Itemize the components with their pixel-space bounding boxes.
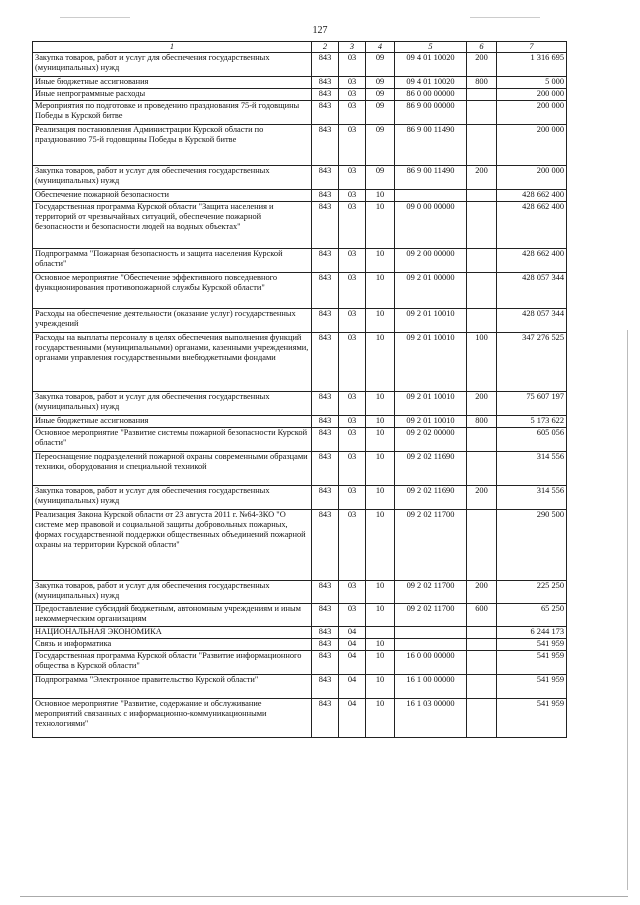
table-row (33, 52, 567, 76)
row-code-4-cell: 09 (366, 165, 395, 189)
row-code-2-cell: 843 (312, 124, 339, 165)
row-code-6-cell: 200 (467, 52, 497, 76)
row-code-5-cell: 86 9 00 11490 (395, 165, 467, 189)
row-code-3-cell: 03 (339, 124, 366, 165)
row-name-cell: Государственная программа Курской области "Защита населения и территорий от чрезвычайных ситуаций, обеспечение пожарной безопасности и безопасности людей на водных объектах" (33, 201, 312, 248)
row-code-5-cell: 86 9 00 11490 (395, 124, 467, 165)
row-sum-cell: 428 662 400 (497, 248, 567, 272)
row-name-cell: Подпрограмма "Электронное правительство Курской области" (33, 674, 312, 698)
row-code-4-cell: 10 (366, 509, 395, 580)
row-code-2-cell: 843 (312, 88, 339, 100)
row-code-3-cell: 03 (339, 272, 366, 308)
table-row (33, 76, 567, 88)
row-name-cell: Основное мероприятие "Обеспечение эффективного повседневного функционирования противопожарной службы Курской области" (33, 272, 312, 308)
row-code-2-cell: 843 (312, 626, 339, 638)
row-code-2-cell: 843 (312, 674, 339, 698)
row-code-2-cell: 843 (312, 52, 339, 76)
row-code-4-cell (366, 626, 395, 638)
budget-table (32, 41, 567, 738)
column-header: 3 (339, 42, 366, 53)
row-code-3-cell: 03 (339, 201, 366, 248)
row-sum-cell: 314 556 (497, 451, 567, 485)
row-code-2-cell: 843 (312, 165, 339, 189)
row-code-3-cell: 03 (339, 427, 366, 451)
row-code-2-cell: 843 (312, 248, 339, 272)
row-code-4-cell: 10 (366, 698, 395, 737)
row-code-3-cell: 03 (339, 100, 366, 124)
row-code-4-cell: 10 (366, 427, 395, 451)
row-name-cell: Иные бюджетные ассигнования (33, 76, 312, 88)
row-sum-cell: 541 959 (497, 674, 567, 698)
row-code-6-cell: 100 (467, 332, 497, 391)
row-code-2-cell: 843 (312, 391, 339, 415)
row-code-5-cell: 09 4 01 10020 (395, 76, 467, 88)
row-code-6-cell (467, 674, 497, 698)
row-code-6-cell (467, 201, 497, 248)
row-sum-cell: 5 000 (497, 76, 567, 88)
row-code-3-cell: 03 (339, 580, 366, 603)
row-name-cell: Переоснащение подразделений пожарной охраны современными образцами техники, оборудования и специальной техникой (33, 451, 312, 485)
row-code-3-cell: 03 (339, 88, 366, 100)
row-code-6-cell (467, 248, 497, 272)
row-code-4-cell: 10 (366, 189, 395, 201)
table-row (33, 308, 567, 332)
row-sum-cell: 200 000 (497, 124, 567, 165)
row-name-cell: Закупка товаров, работ и услуг для обеспечения государственных (муниципальных) нужд (33, 391, 312, 415)
row-code-5-cell: 09 2 02 11690 (395, 485, 467, 509)
row-sum-cell: 428 057 344 (497, 308, 567, 332)
row-code-4-cell: 09 (366, 88, 395, 100)
scan-noise (470, 17, 540, 18)
row-code-6-cell (467, 100, 497, 124)
row-name-cell: Реализация Закона Курской области от 23 августа 2011 г. №64-ЗКО "О системе мер правовой и социальной защиты добровольных пожарных, формах государственной поддержки общественных объединений пожарной охраны на территории Курской области" (33, 509, 312, 580)
row-name-cell: Основное мероприятие "Развитие, содержание и обслуживание мероприятий связанных с информационно-коммуникационными технологиями" (33, 698, 312, 737)
table-row (33, 451, 567, 485)
row-code-3-cell: 04 (339, 626, 366, 638)
row-code-2-cell: 843 (312, 100, 339, 124)
table-row (33, 603, 567, 626)
row-name-cell: Предоставление субсидий бюджетным, автономным учреждениям и иным некоммерческим организациям (33, 603, 312, 626)
row-code-6-cell (467, 698, 497, 737)
row-code-3-cell: 03 (339, 485, 366, 509)
row-code-3-cell: 03 (339, 332, 366, 391)
table-row (33, 626, 567, 638)
row-name-cell: Государственная программа Курской области "Развитие информационного общества в Курской области" (33, 650, 312, 674)
row-code-4-cell: 10 (366, 638, 395, 650)
column-header: 6 (467, 42, 497, 53)
row-code-5-cell: 09 2 02 11700 (395, 603, 467, 626)
row-code-5-cell: 09 2 02 11690 (395, 451, 467, 485)
row-code-6-cell (467, 124, 497, 165)
row-code-4-cell: 10 (366, 650, 395, 674)
row-code-3-cell: 03 (339, 76, 366, 88)
row-code-2-cell: 843 (312, 650, 339, 674)
row-code-6-cell (467, 638, 497, 650)
column-header: 2 (312, 42, 339, 53)
row-code-6-cell (467, 509, 497, 580)
table-row (33, 485, 567, 509)
row-code-4-cell: 10 (366, 248, 395, 272)
table-row (33, 332, 567, 391)
row-code-6-cell (467, 272, 497, 308)
row-sum-cell: 605 056 (497, 427, 567, 451)
row-sum-cell: 75 607 197 (497, 391, 567, 415)
row-code-4-cell: 09 (366, 76, 395, 88)
row-code-5-cell: 09 2 00 00000 (395, 248, 467, 272)
row-name-cell: Мероприятия по подготовке и проведению празднования 75-й годовщины Победы в Курской битве (33, 100, 312, 124)
row-sum-cell: 200 000 (497, 100, 567, 124)
row-code-5-cell: 09 2 02 11700 (395, 509, 467, 580)
table-row (33, 201, 567, 248)
row-code-5-cell: 09 2 02 00000 (395, 427, 467, 451)
row-name-cell: Реализация постановления Администрации Курской области по празднованию 75-й годовщины Победы в Курской битве (33, 124, 312, 165)
table-row (33, 165, 567, 189)
row-code-3-cell: 03 (339, 509, 366, 580)
row-code-2-cell: 843 (312, 76, 339, 88)
column-header: 7 (497, 42, 567, 53)
table-row (33, 391, 567, 415)
row-code-6-cell: 600 (467, 603, 497, 626)
row-name-cell: Закупка товаров, работ и услуг для обеспечения государственных (муниципальных) нужд (33, 485, 312, 509)
table-row (33, 427, 567, 451)
row-sum-cell: 200 000 (497, 165, 567, 189)
row-code-6-cell (467, 88, 497, 100)
row-sum-cell: 347 276 525 (497, 332, 567, 391)
row-sum-cell: 290 500 (497, 509, 567, 580)
row-code-3-cell: 03 (339, 189, 366, 201)
row-code-5-cell: 09 0 00 00000 (395, 201, 467, 248)
table-row (33, 638, 567, 650)
row-code-6-cell (467, 308, 497, 332)
row-sum-cell: 5 173 622 (497, 415, 567, 427)
row-code-3-cell: 03 (339, 603, 366, 626)
row-sum-cell: 65 250 (497, 603, 567, 626)
row-sum-cell: 541 959 (497, 650, 567, 674)
row-code-2-cell: 843 (312, 189, 339, 201)
row-code-2-cell: 843 (312, 415, 339, 427)
row-code-5-cell (395, 189, 467, 201)
table-row (33, 580, 567, 603)
row-code-3-cell: 04 (339, 698, 366, 737)
row-sum-cell: 6 244 173 (497, 626, 567, 638)
row-sum-cell: 428 662 400 (497, 189, 567, 201)
row-code-6-cell: 200 (467, 165, 497, 189)
row-code-2-cell: 843 (312, 201, 339, 248)
table-row (33, 248, 567, 272)
row-code-2-cell: 843 (312, 485, 339, 509)
row-code-4-cell: 10 (366, 415, 395, 427)
table-row (33, 124, 567, 165)
column-header: 1 (33, 42, 312, 53)
row-code-5-cell: 16 1 00 00000 (395, 674, 467, 698)
row-code-5-cell: 09 2 01 10010 (395, 391, 467, 415)
table-row (33, 272, 567, 308)
row-code-3-cell: 04 (339, 638, 366, 650)
row-code-5-cell: 16 1 03 00000 (395, 698, 467, 737)
row-code-5-cell: 86 0 00 00000 (395, 88, 467, 100)
row-code-6-cell (467, 189, 497, 201)
table-row (33, 415, 567, 427)
row-name-cell: Закупка товаров, работ и услуг для обеспечения государственных (муниципальных) нужд (33, 580, 312, 603)
row-code-2-cell: 843 (312, 580, 339, 603)
row-code-4-cell: 10 (366, 332, 395, 391)
row-code-5-cell: 09 2 01 10010 (395, 308, 467, 332)
row-code-5-cell (395, 626, 467, 638)
scan-bottom-line (20, 896, 628, 897)
row-name-cell: Подпрограмма "Пожарная безопасность и защита населения Курской области" (33, 248, 312, 272)
row-code-6-cell: 800 (467, 415, 497, 427)
table-row (33, 100, 567, 124)
row-sum-cell: 428 057 344 (497, 272, 567, 308)
row-code-6-cell (467, 451, 497, 485)
row-name-cell: НАЦИОНАЛЬНАЯ ЭКОНОМИКА (33, 626, 312, 638)
row-code-3-cell: 03 (339, 52, 366, 76)
row-sum-cell: 200 000 (497, 88, 567, 100)
row-code-2-cell: 843 (312, 698, 339, 737)
row-sum-cell: 314 556 (497, 485, 567, 509)
row-code-4-cell: 10 (366, 308, 395, 332)
column-header: 4 (366, 42, 395, 53)
row-code-6-cell (467, 427, 497, 451)
row-name-cell: Обеспечение пожарной безопасности (33, 189, 312, 201)
row-code-3-cell: 03 (339, 391, 366, 415)
row-sum-cell: 541 959 (497, 638, 567, 650)
row-code-2-cell: 843 (312, 509, 339, 580)
row-name-cell: Расходы на выплаты персоналу в целях обеспечения выполнения функций государственными (муниципальными) органами, казенными учреждениями, органами управления государственными внебюджетными фондами (33, 332, 312, 391)
row-code-4-cell: 10 (366, 272, 395, 308)
row-code-6-cell: 800 (467, 76, 497, 88)
row-code-4-cell: 09 (366, 100, 395, 124)
row-sum-cell: 541 959 (497, 698, 567, 737)
row-code-5-cell: 86 9 00 00000 (395, 100, 467, 124)
table-row (33, 650, 567, 674)
row-code-2-cell: 843 (312, 638, 339, 650)
row-code-6-cell (467, 626, 497, 638)
row-code-4-cell: 10 (366, 485, 395, 509)
table-row (33, 674, 567, 698)
row-code-2-cell: 843 (312, 427, 339, 451)
row-code-2-cell: 843 (312, 451, 339, 485)
row-code-3-cell: 04 (339, 650, 366, 674)
row-code-4-cell: 10 (366, 451, 395, 485)
row-code-4-cell: 10 (366, 674, 395, 698)
row-code-5-cell: 09 2 02 11700 (395, 580, 467, 603)
row-code-3-cell: 03 (339, 415, 366, 427)
scan-noise (60, 17, 130, 18)
row-code-4-cell: 09 (366, 124, 395, 165)
row-code-5-cell: 09 2 01 00000 (395, 272, 467, 308)
row-code-3-cell: 03 (339, 248, 366, 272)
row-code-5-cell: 09 2 01 10010 (395, 415, 467, 427)
row-code-3-cell: 03 (339, 451, 366, 485)
row-name-cell: Иные бюджетные ассигнования (33, 415, 312, 427)
table-row (33, 189, 567, 201)
row-code-3-cell: 03 (339, 165, 366, 189)
row-code-6-cell: 200 (467, 580, 497, 603)
column-header: 5 (395, 42, 467, 53)
row-code-4-cell: 10 (366, 201, 395, 248)
row-code-2-cell: 843 (312, 272, 339, 308)
row-code-4-cell: 10 (366, 391, 395, 415)
row-code-2-cell: 843 (312, 332, 339, 391)
row-code-2-cell: 843 (312, 603, 339, 626)
row-code-5-cell: 09 2 01 10010 (395, 332, 467, 391)
row-name-cell: Закупка товаров, работ и услуг для обеспечения государственных (муниципальных) нужд (33, 52, 312, 76)
table-row (33, 509, 567, 580)
row-code-6-cell: 200 (467, 391, 497, 415)
row-code-3-cell: 03 (339, 308, 366, 332)
row-name-cell: Связь и информатика (33, 638, 312, 650)
table-row (33, 88, 567, 100)
row-sum-cell: 1 316 695 (497, 52, 567, 76)
row-sum-cell: 225 250 (497, 580, 567, 603)
row-code-4-cell: 10 (366, 580, 395, 603)
row-code-2-cell: 843 (312, 308, 339, 332)
row-name-cell: Иные непрограммные расходы (33, 88, 312, 100)
row-code-5-cell: 16 0 00 00000 (395, 650, 467, 674)
row-code-4-cell: 09 (366, 52, 395, 76)
row-code-5-cell: 09 4 01 10020 (395, 52, 467, 76)
row-code-6-cell (467, 650, 497, 674)
row-code-4-cell: 10 (366, 603, 395, 626)
page-number: 127 (312, 25, 328, 36)
header-row (33, 42, 567, 53)
row-sum-cell: 428 662 400 (497, 201, 567, 248)
table-row (33, 698, 567, 737)
row-code-5-cell (395, 638, 467, 650)
row-name-cell: Расходы на обеспечение деятельности (оказание услуг) государственных учреждений (33, 308, 312, 332)
row-code-3-cell: 04 (339, 674, 366, 698)
row-code-6-cell: 200 (467, 485, 497, 509)
row-name-cell: Закупка товаров, работ и услуг для обеспечения государственных (муниципальных) нужд (33, 165, 312, 189)
scan-edge-line (627, 330, 628, 890)
row-name-cell: Основное мероприятие "Развитие системы пожарной безопасности Курской области" (33, 427, 312, 451)
